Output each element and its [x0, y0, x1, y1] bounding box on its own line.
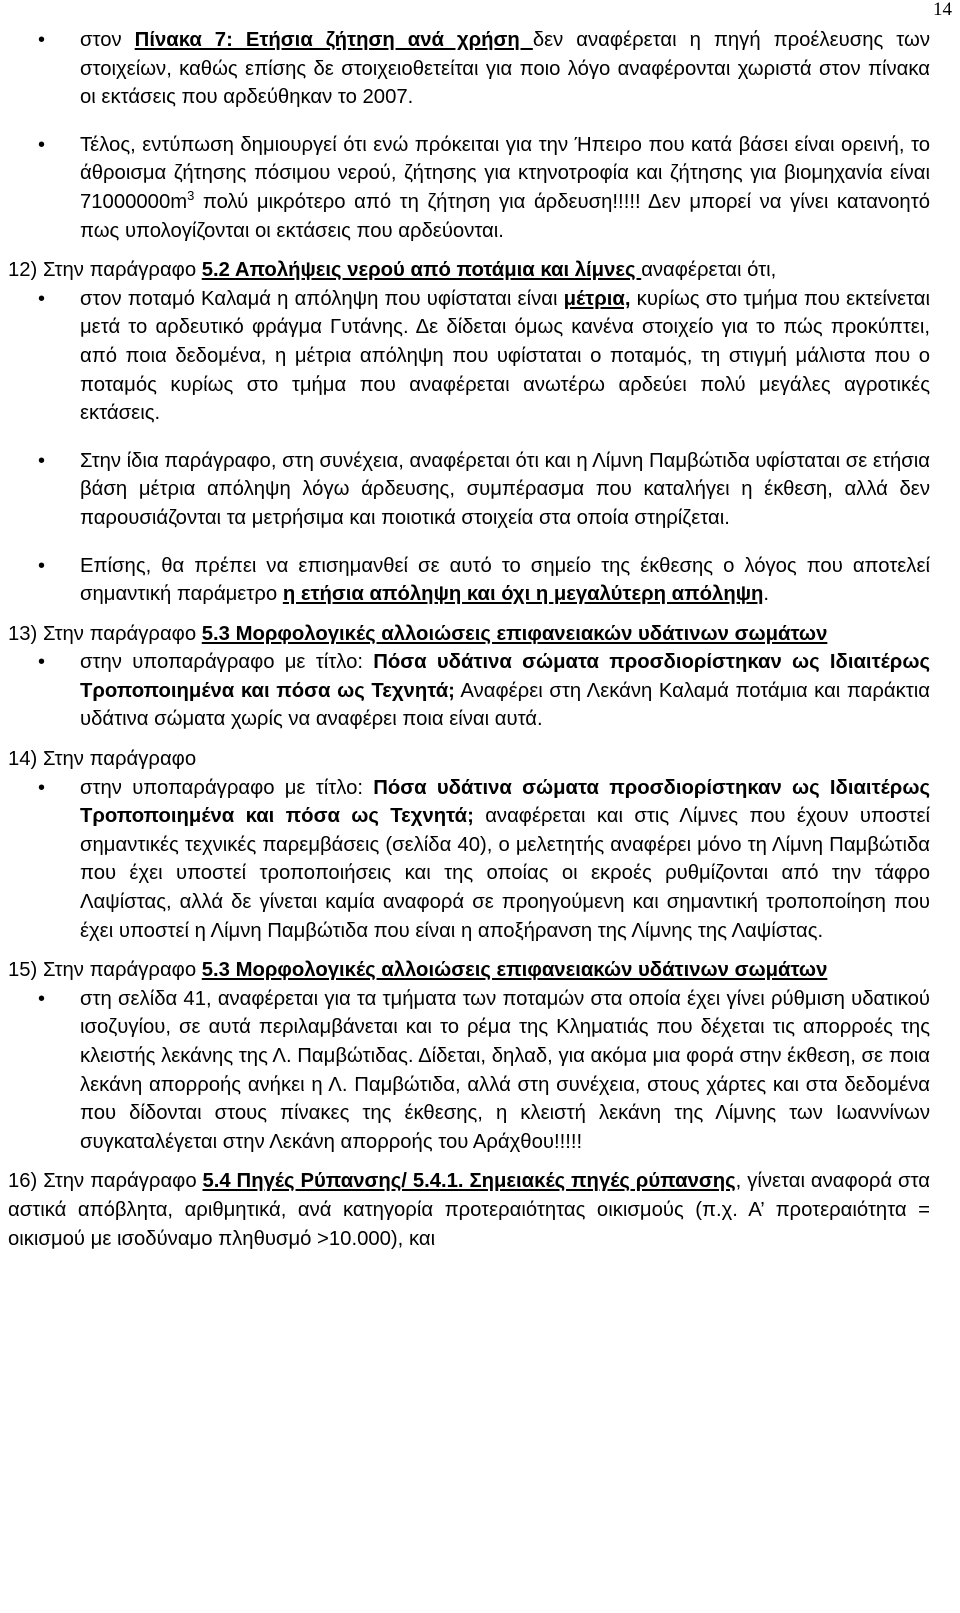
paragraph-prefix: 14) Στην παράγραφο [8, 748, 197, 771]
text: στην υποπαράγραφο με τίτλο: [80, 651, 374, 674]
bullet-list-1 [8, 26, 930, 245]
list-item [8, 552, 930, 609]
list-item [8, 26, 930, 112]
text: Αναφέρει στη Λεκάνη Καλαμά ποτάμια και παράκτια υδάτινα σώματα χωρίς να αναφέρει ποια είναι αυτά. [80, 679, 930, 731]
text: στον ποταμό Καλαμά η απόληψη που υφίσταται είναι [80, 287, 564, 310]
section-reference: 5.2 Απολήψεις νερού από ποτάμια και λίμνες [201, 259, 642, 282]
emphasis: μέτρια, [563, 287, 631, 310]
bullet-icon: • [38, 987, 46, 1010]
bullet-icon: • [38, 554, 46, 577]
section-reference: 5.4 Πηγές Ρύπανσης/ 5.4.1. Σημειακές πηγές ρύπανσης [202, 1170, 736, 1193]
paragraph-12 [8, 256, 930, 285]
bullet-icon: • [38, 287, 46, 310]
list-item [8, 285, 930, 428]
text: κυρίως στο τμήμα που εκτείνεται μετά το αρδευτικό φράγμα Γυτάνης. Δε δίδεται όμως κανένα στοιχείο για το πώς προκύπτει, από ποια δεδομένα, η μέτρια απόληψη που υφίσταται ο ποταμός, τη στιγμή μάλιστα που ο ποταμός κυρίως στο τμήμα που αναφέρεται ανωτέρω αρδεύει πολύ μεγάλες αγροτικές εκτάσεις. [80, 287, 930, 425]
text: στον [80, 29, 135, 51]
emphasis: Πόσα υδάτινα σώματα προσδιορίστηκαν ως Ιδιαιτέρως Τροποποιημένα και πόσα ως Τεχνητά; [80, 776, 930, 828]
paragraph-prefix: 16) Στην παράγραφο [8, 1170, 203, 1193]
paragraph-15 [8, 956, 930, 985]
list-item [8, 985, 930, 1157]
superscript: 3 [187, 188, 195, 204]
text: στη σελίδα 41, αναφέρεται για τα τμήματα των ποταμών στα οποία έχει γίνει ρύθμιση υδατικού ισοζυγίου, σε αυτά περιλαμβάνεται και το ρέμα της Κληματιάς που δέχεται τις απορροές της κλειστής λεκάνης της Λ. Παμβώτιδας. Δίδεται, δηλαδ, για ακόμα μια φορά στην έκθεση, σε ποια λεκάνη απορροής ανήκει η Λ. Παμβώτιδα, αλλά στη συνέχεια, στους χάρτες και στα δεδομένα που δίδονται στους πίνακες της έκθεσης, η κλειστή λεκάνη της Λίμνης των Ιωαννίνων συγκαταλέγεται στην Λεκάνη απορροής του Αράχθου!!!!! [80, 987, 930, 1153]
bullet-icon: • [38, 776, 46, 799]
list-item [8, 131, 930, 245]
text: . [763, 583, 770, 606]
text: στην υποπαράγραφο με τίτλο: [80, 776, 374, 799]
paragraph-prefix: 13) Στην παράγραφο [8, 622, 202, 645]
paragraph-prefix: 12) Στην παράγραφο [8, 259, 202, 282]
text: αναφέρεται και στις Λίμνες που έχουν υποστεί σημαντικές τεχνικές παρεμβάσεις (σελίδα 40), ο μελετητής αναφέρει μόνο τη Λίμνη Παμβώτιδα που έχει υποστεί τροποποιήσεις και της οποίας οι εκροές ρυθμίζονται από την τάφρο Λαψίστας, αλλά δε γίνεται καμία αναφορά σε προηγούμενη και σημαντική τροποποίηση που έχει υποστεί η Λίμνη Παμβώτιδα που είναι η αποξήρανση της Λίμνης της Λαψίστας. [80, 805, 930, 942]
text: πολύ μικρότερο από τη ζήτηση για άρδευση!!!!! Δεν μπορεί να γίνει κατανοητό πως υπολογίζονται οι εκτάσεις που αρδεύονται. [80, 190, 930, 242]
bullet-list-2 [8, 285, 930, 609]
document-body [8, 26, 930, 1253]
paragraph-13 [8, 620, 930, 649]
bullet-list-5 [8, 985, 930, 1157]
bullet-icon: • [38, 133, 46, 156]
text: Στην ίδια παράγραφο, στη συνέχεια, αναφέρεται ότι και η Λίμνη Παμβώτιδα υφίσταται σε ετήσια βάση μέτρια απόληψη λόγω άρδευσης, συμπέρασμα που καταλήγει η έκθεση, αλλά δεν παρουσιάζονται τα μετρήσιμα και ποιοτικά στοιχεία στα οποία στηρίζεται. [80, 449, 930, 529]
list-item [8, 774, 930, 946]
paragraph-prefix: 15) Στην παράγραφο [8, 959, 202, 982]
section-reference: 5.3 Μορφολογικές αλλοιώσεις επιφανειακών υδάτινων σωμάτων [201, 622, 828, 645]
text: Τέλος, εντύπωση δημιουργεί ότι ενώ πρόκειται για την Ήπειρο που κατά βάσει είναι ορεινή, το άθροισμα ζήτησης πόσιμου νερού, ζήτησης για κτηνοτροφία και ζήτησης για βιομηχανία είναι 71000000m [80, 133, 930, 213]
section-reference: 5.3 Μορφολογικές αλλοιώσεις επιφανειακών υδάτινων σωμάτων [201, 959, 828, 982]
text: Επίσης, θα πρέπει να επισημανθεί σε αυτό το σημείο της έκθεσης ο λόγος που αποτελεί σημαντική παράμετρο [80, 554, 930, 606]
emphasis: Πόσα υδάτινα σώματα προσδιορίστηκαν ως Ιδιαιτέρως Τροποποιημένα και πόσα ως Τεχνητά; [80, 651, 930, 702]
list-item [8, 648, 930, 734]
bullet-list-3 [8, 648, 930, 734]
paragraph-14 [8, 745, 930, 774]
list-item [8, 447, 930, 533]
emphasis: η ετήσια απόληψη και όχι η μεγαλύτερη απόληψη [282, 583, 764, 606]
text: , γίνεται αναφορά στα αστικά απόβλητα, αριθμητικά, ανά κατηγορία προτεραιότητας οικισμούς (π.χ. Α’ προτεραιότητα = οικισμού με ισοδύναμο πληθυσμό >10.000), και [8, 1170, 930, 1250]
table-reference: Πίνακα 7: Ετήσια ζήτηση ανά χρήση [134, 29, 533, 51]
text: δεν αναφέρεται η πηγή προέλευσης των στοιχείων, καθώς επίσης δε στοιχειοθετείται για ποιο λόγο αναφέρονται χωριστά στον πίνακα οι εκτάσεις που αρδεύθηκαν το 2007. [80, 29, 930, 109]
page-number: 14 [933, 0, 952, 20]
bullet-icon: • [38, 449, 46, 472]
text: αναφέρεται ότι, [641, 259, 777, 282]
paragraph-16 [8, 1167, 930, 1253]
bullet-icon: • [38, 29, 46, 51]
bullet-list-4 [8, 774, 930, 946]
bullet-icon: • [38, 651, 46, 674]
